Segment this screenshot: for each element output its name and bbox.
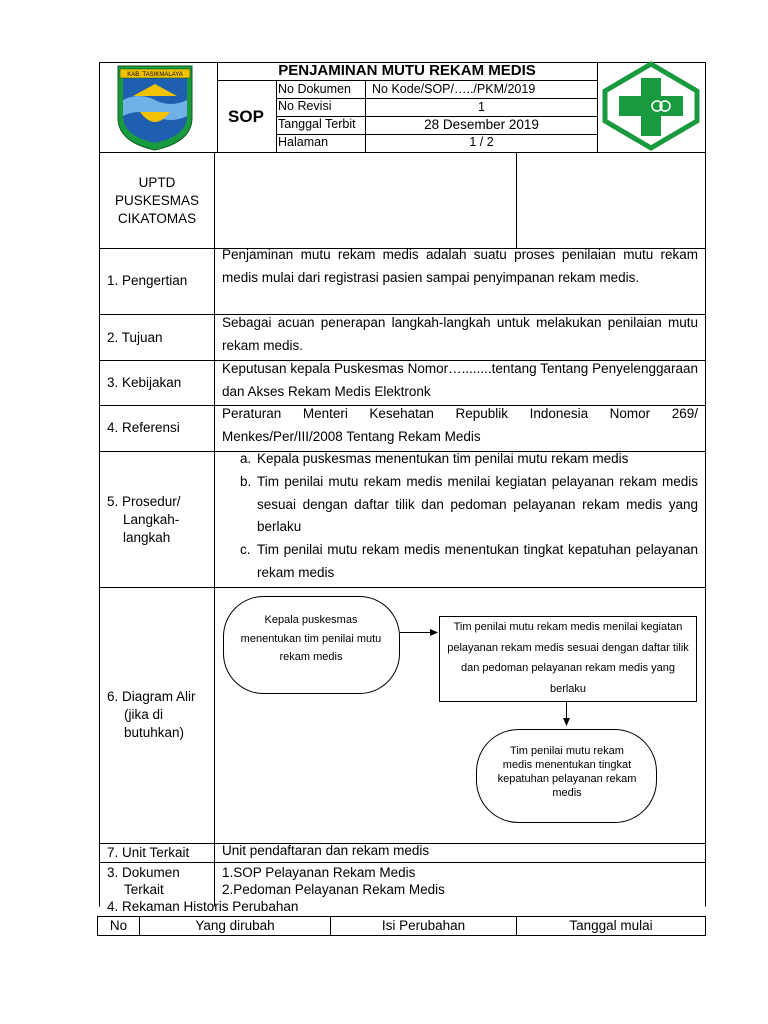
step-marker-c: c. [240, 542, 251, 557]
step-text-a: Kepala puskesmas menentukan tim penilai mutu rekam medis [257, 451, 629, 466]
field-label-no-dokumen: No Dokumen [278, 82, 351, 96]
field-value-no-revisi: 1 [478, 100, 485, 114]
tujuan-label: 2. Tujuan [107, 330, 163, 345]
history-col-tanggal-mulai: Tanggal mulai [569, 918, 653, 933]
kebijakan-text: Keputusan kepala Puskesmas Nomor…........tentang Tentang Penyelenggaraan dan Akses Rekam Medis Elektronk [222, 361, 698, 399]
dokumen-terkait-label [107, 864, 180, 898]
history-col-yang-dirubah: Yang dirubah [195, 918, 275, 933]
prosedur-label-line-2: Langkah- [123, 512, 180, 527]
history-col-isi-perubahan: Isi Perubahan [381, 918, 466, 933]
kab-tasikmalaya-logo [118, 66, 192, 150]
dokumen-label-line-2: Terkait [124, 882, 164, 897]
pengertian-label: 1. Pengertian [107, 273, 188, 288]
prosedur-label-line-3: langkah [123, 530, 171, 545]
flow-node-1-text: Kepala puskesmas menentukan tim penilai mutu rekam medis [240, 614, 382, 663]
document-title: PENJAMINAN MUTU REKAM MEDIS [278, 62, 536, 79]
dokumen-item-1: 1.SOP Pelayanan Rekam Medis [222, 865, 416, 880]
puskesmas-logo [605, 64, 697, 148]
field-value-no-dokumen: No Kode/SOP/…../PKM/2019 [372, 82, 536, 96]
history-title: 4. Rekaman Historis Perubahan [107, 899, 299, 914]
field-label-tanggal-terbit: Tanggal Terbit [278, 117, 356, 131]
history-col-no: No [109, 918, 128, 933]
unit-terkait-label: 7. Unit Terkait [107, 845, 190, 860]
field-value-halaman: 1 / 2 [469, 135, 494, 149]
dokumen-label-line-1: 3. Dokumen [107, 865, 180, 880]
tujuan-text: Sebagai acuan penerapan langkah-langkah untuk melakukan penilaian mutu rekam medis. [222, 315, 698, 353]
pengertian-text: Penjaminan mutu rekam medis adalah suatu proses penilaian mutu rekam medis mulai dari registrasi pasien sampai penyimpanan rekam medis. [222, 247, 698, 285]
org-line-2: PUSKESMAS [114, 193, 200, 208]
dokumen-item-2: 2.Pedoman Pelayanan Rekam Medis [222, 882, 445, 897]
field-label-halaman: Halaman [278, 135, 329, 149]
diagram-label-line-1: 6. Diagram Alir [107, 689, 196, 704]
kebijakan-label: 3. Kebijakan [107, 375, 182, 390]
step-text-b: Tim penilai mutu rekam medis menilai kegiatan pelayanan rekam medis sesuai dengan daftar tilik dan pedoman pelayanan rekam medis yang berlaku [257, 474, 698, 534]
field-value-tanggal-terbit: 28 Desember 2019 [424, 117, 539, 132]
field-label-no-revisi: No Revisi [278, 99, 332, 113]
diagram-label-line-3: butuhkan) [124, 725, 185, 740]
sop-label: SOP [228, 107, 264, 126]
step-marker-b: b. [240, 474, 252, 489]
unit-terkait-text: Unit pendaftaran dan rekam medis [222, 843, 430, 858]
step-marker-a: a. [240, 451, 252, 466]
org-name [100, 174, 214, 228]
flow-node-2-text: Tim penilai mutu rekam medis menilai kegiatan pelayanan rekam medis sesuai dengan daftar tilik dan pedoman pelayanan rekam medis yang berlaku [447, 621, 689, 695]
diagram-label-line-2: (jika di [124, 707, 164, 722]
prosedur-label-line-1: 5. Prosedur/ [107, 494, 181, 509]
prosedur-label [107, 493, 181, 547]
diagram-label [107, 688, 196, 742]
logo-left-text: KAB. TASIKMALAYA [127, 72, 183, 78]
dokumen-terkait-list [222, 864, 445, 898]
referensi-label: 4. Referensi [107, 420, 180, 435]
step-text-c: Tim penilai mutu rekam medis menentukan tingkat kepatuhan pelayanan rekam medis [257, 542, 698, 580]
org-line-1: UPTD [138, 175, 176, 190]
org-line-3: CIKATOMAS [117, 211, 197, 226]
flow-node-3-text: Tim penilai mutu rekam medis menentukan tingkat kepatuhan pelayanan rekam medis [497, 745, 637, 799]
referensi-text: Peraturan Menteri Kesehatan Republik Indonesia Nomor 269/ Menkes/Per/III/2008 Tentang Rekam Medis [222, 406, 698, 444]
